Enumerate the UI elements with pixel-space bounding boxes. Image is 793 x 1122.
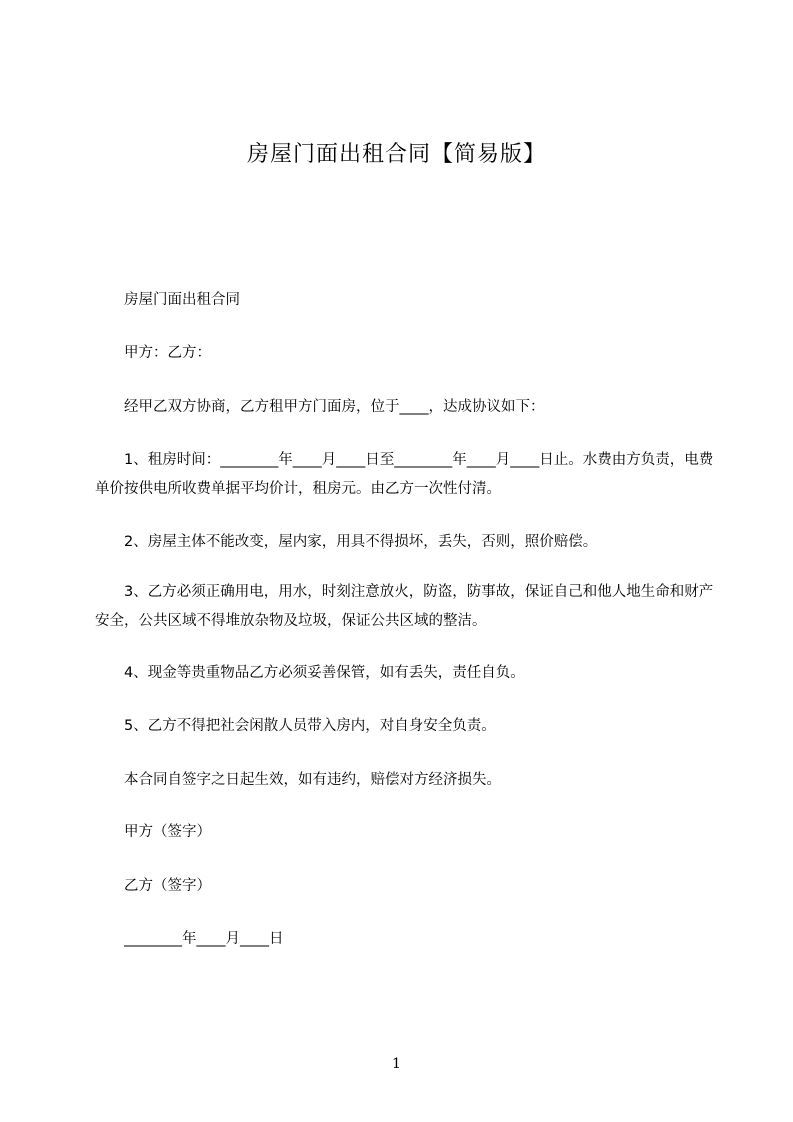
clause-4-valuables: 4、现金等贵重物品乙方必须妥善保管，如有丢失，责任自负。 [124,665,525,681]
page-number: 1 [392,1056,401,1072]
effective-clause: 本合同自签字之日起生效，如有违约，赔偿对方经济损失。 [124,772,501,788]
clause-3-safety: 3、乙方必须正确用电，用水，时刻注意放火，防盗，防事故，保证自己和他人地生命和财产安全，公共区域不得堆放杂物及垃圾，保证公共区域的整洁。 [95,584,714,629]
clause-2-property-care: 2、房屋主体不能改变，屋内家，用具不得损坏，丢失，否则，照价赔偿。 [124,534,598,550]
document-title: 房屋门面出租合同【简易版】 [246,142,546,167]
signature-date-line: ________年____月____日 [124,931,284,947]
parties-line: 甲方：乙方： [124,345,211,361]
intro-paragraph: 经甲乙双方协商，乙方租甲方门面房，位于____，达成协议如下： [124,399,545,415]
party-b-signature: 乙方（签字） [124,878,211,894]
contract-subtitle: 房屋门面出租合同 [124,292,240,308]
clause-1-rental-period: 1、租房时间：________年____月____日至________年____月____日止。水费由方负责，电费单价按供电所收费单据平均价计，租房元。由乙方一次性付清。 [95,452,714,497]
party-a-signature: 甲方（签字） [124,824,211,840]
clause-5-visitors: 5、乙方不得把社会闲散人员带入房内，对自身安全负责。 [124,718,496,734]
